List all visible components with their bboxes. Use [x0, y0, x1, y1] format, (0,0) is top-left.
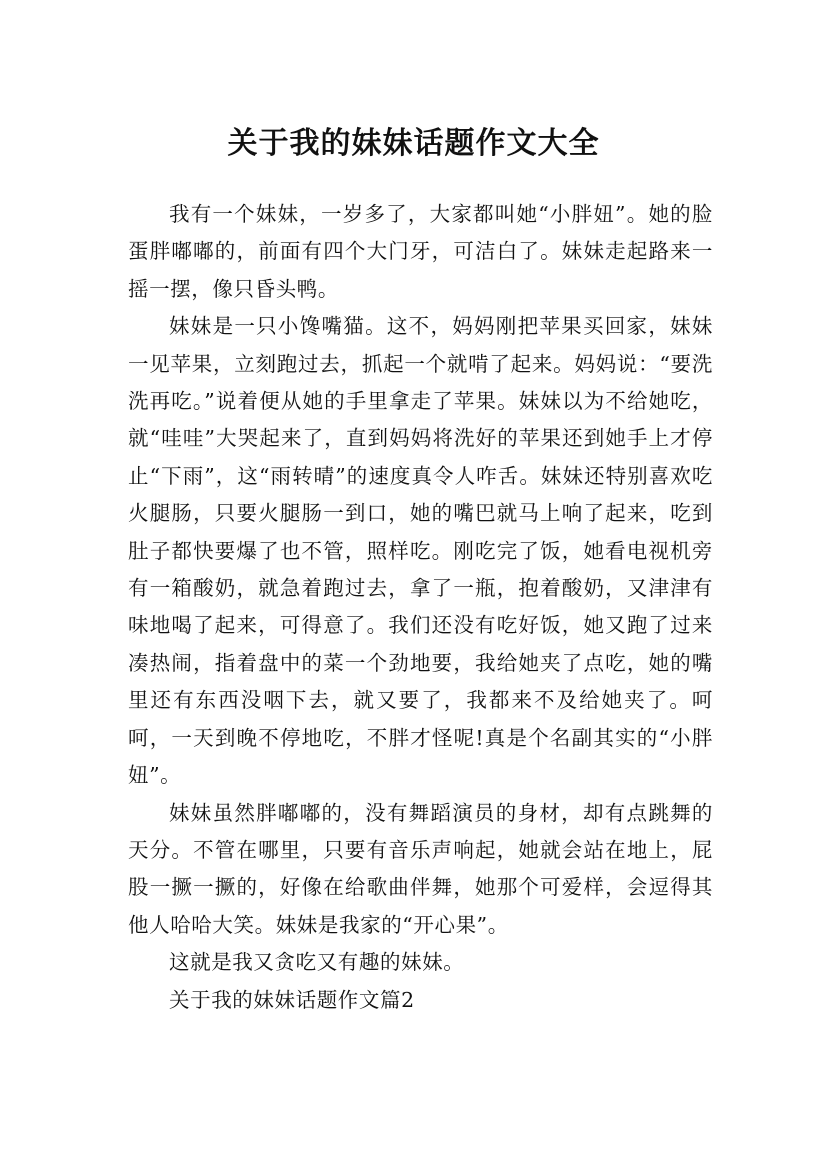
paragraph: 妹妹虽然胖嘟嘟的，没有舞蹈演员的身材，却有点跳舞的天分。不管在哪里，只要有音乐声响起，她就会站在地上，屁股一撅一撅的，好像在给歌曲伴舞，她那个可爱样，会逗得其他人哈哈大笑。妹妹是我家的“开心果”。 — [128, 800, 713, 937]
paragraph: 我有一个妹妹，一岁多了，大家都叫她“小胖妞”。她的脸蛋胖嘟嘟的，前面有四个大门牙，可洁白了。妹妹走起路来一摇一摆，像只昏头鸭。 — [128, 202, 713, 301]
document-title: 关于我的妹妹话题作文大全 — [227, 126, 600, 162]
document-body — [128, 196, 713, 1019]
paragraph: 妹妹是一只小馋嘴猫。这不，妈妈刚把苹果买回家，妹妹一见苹果，立刻跑过去，抓起一个就啃了起来。妈妈说：“要洗洗再吃。”说着便从她的手里拿走了苹果。妹妹以为不给她吃，就“哇哇”大哭起来了，直到妈妈将洗好的苹果还到她手上才停止“下雨”，这“雨转晴”的速度真令人咋舌。妹妹还特别喜欢吃火腿肠，只要火腿肠一到口，她的嘴巴就马上响了起来，吃到肚子都快要爆了也不管，照样吃。刚吃完了饭，她看电视机旁有一箱酸奶，就急着跑过去，拿了一瓶，抱着酸奶，又津津有味地喝了起来，可得意了。我们还没有吃好饭，她又跑了过来凑热闹，指着盘中的菜一个劲地要，我给她夹了点吃，她的嘴里还有东西没咽下去，就又要了，我都来不及给她夹了。呵呵，一天到晚不停地吃，不胖才怪呢!真是个名副其实的“小胖妞”。 — [128, 314, 713, 788]
section-heading: 关于我的妹妹话题作文篇2 — [169, 987, 415, 1012]
paragraph: 这就是我又贪吃又有趣的妹妹。 — [169, 950, 465, 975]
